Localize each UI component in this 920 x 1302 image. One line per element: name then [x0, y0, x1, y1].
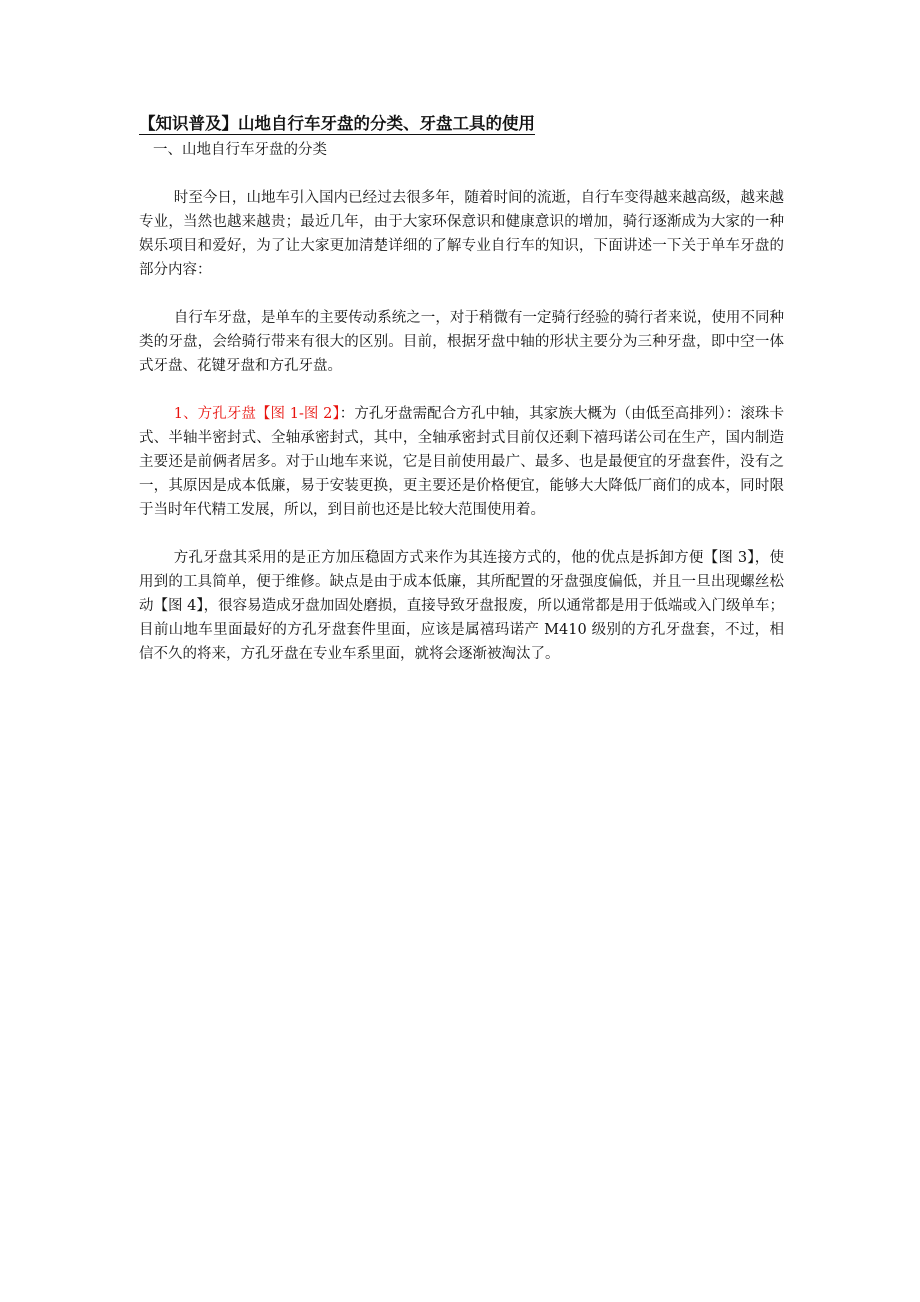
spacer [139, 378, 784, 402]
square-taper-heading: 1、方孔牙盘【图 1-图 2】 [173, 406, 340, 422]
article-title [139, 112, 784, 136]
spacer [139, 522, 784, 546]
spacer [139, 282, 784, 306]
paragraph-square-taper [139, 402, 784, 522]
paragraph-intro: 时至今日，山地车引入国内已经过去很多年，随着时间的流逝，自行车变得越来越高级，越来越专业，当然也越来越贵；最近几年，由于大家环保意识和健康意识的增加，骑行逐渐成为大家的一种娱乐项目和爱好，为了让大家更加清楚详细的了解专业自行车的知识，下面讲述一下关于单车牙盘的部分内容： [139, 190, 784, 278]
paragraph-square-taper-pros-cons: 方孔牙盘其采用的是正方加压稳固方式来作为其连接方式的，他的优点是拆卸方便【图 3】，使用到的工具简单，便于维修。缺点是由于成本低廉，其所配置的牙盘强度偏低，并且一旦出现螺丝松动【图 4】，很容易造成牙盘加固处磨损，直接导致牙盘报废，所以通常都是用于低端或入门级单车；目前山地车里面最好的方孔牙盘套件里面，应该是属禧玛诺产 M410 级别的方孔牙盘套，不过，相信不久的将来，方孔牙盘在专业车系里面，就将会逐渐被淘汰了。 [139, 550, 784, 662]
article-title-text: 【知识普及】山地自行车牙盘的分类、牙盘工具的使用 [139, 114, 535, 133]
spacer [139, 162, 784, 186]
paragraph-crankset-types: 自行车牙盘，是单车的主要传动系统之一，对于稍微有一定骑行经验的骑行者来说，使用不同种类的牙盘，会给骑行带来有很大的区别。目前，根据牙盘中轴的形状主要分为三种牙盘，即中空一体式牙盘、花键牙盘和方孔牙盘。 [139, 310, 784, 374]
article-body [139, 112, 784, 666]
section-heading: 一、山地自行车牙盘的分类 [153, 142, 327, 158]
square-taper-body: ：方孔牙盘需配合方孔中轴，其家族大概为（由低至高排列）：滚珠卡式、半轴半密封式、全轴承密封式，其中，全轴承密封式目前仅还剩下禧玛诺公司在生产，国内制造主要还是前俩者居多。对于山地车来说，它是目前使用最广、最多、也是最便宜的牙盘套件，没有之一，其原因是成本低廉，易于安装更换，更主要还是价格便宜，能够大大降低厂商们的成本，同时限于当时年代精工发展，所以，到目前也还是比较大范围使用着。 [139, 406, 784, 518]
